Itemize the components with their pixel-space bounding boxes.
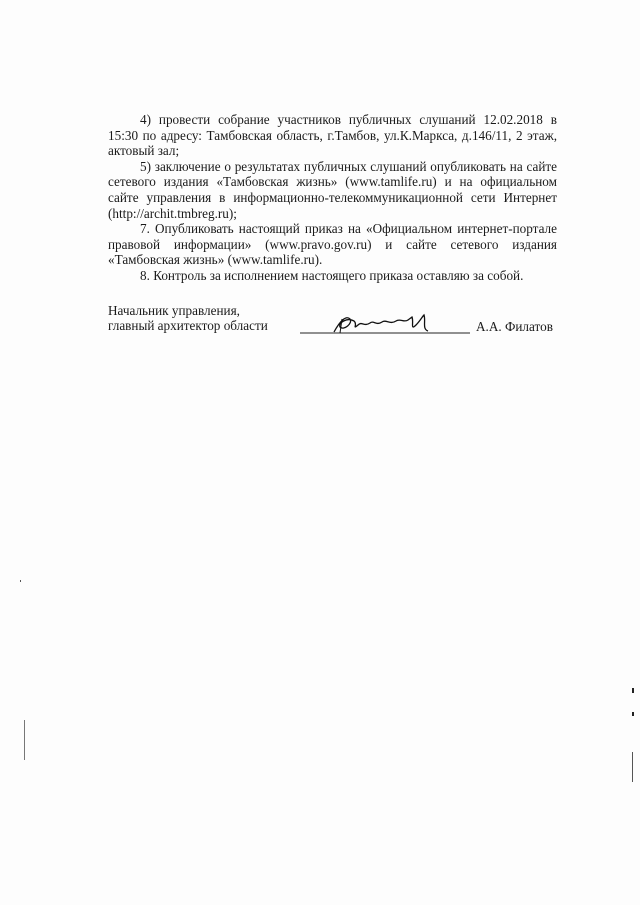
paragraph-item-4: 4) провести собрание участников публичных слушаний 12.02.2018 в 15:30 по адресу: Тамбовская область, г.Тамбов, ул.К.Маркса, д.146/11, 2 этаж, актовый зал; [108, 112, 557, 159]
signatory-name: А.А. Филатов [476, 319, 553, 334]
signatory-position-line1: Начальник управления, [108, 303, 240, 318]
signatory-position-line2: главный архитектор области [108, 318, 268, 333]
scan-artifact [20, 580, 21, 582]
scan-artifact [24, 720, 25, 760]
signatory-position [108, 303, 268, 333]
scan-artifact [632, 712, 634, 716]
document-body [108, 112, 557, 284]
scan-artifact [632, 688, 634, 693]
paragraph-item-7: 7. Опубликовать настоящий приказ на «Официальном интернет-портале правовой информации» (www.pravo.gov.ru) и сайте сетевого издания «Тамбовская жизнь» (www.tamlife.ru). [108, 221, 557, 268]
scan-artifact [632, 752, 633, 782]
paragraph-item-5: 5) заключение о результатах публичных слушаний опубликовать на сайте сетевого издания «Тамбовская жизнь» (www.tamlife.ru) и на официальном сайте управления в информационно-телекоммуникационной сети Интернет (http://archit.tmbreg.ru); [108, 158, 557, 221]
paragraph-item-8: 8. Контроль за исполнением настоящего приказа оставляю за собой. [140, 267, 524, 283]
handwritten-signature [300, 313, 470, 337]
